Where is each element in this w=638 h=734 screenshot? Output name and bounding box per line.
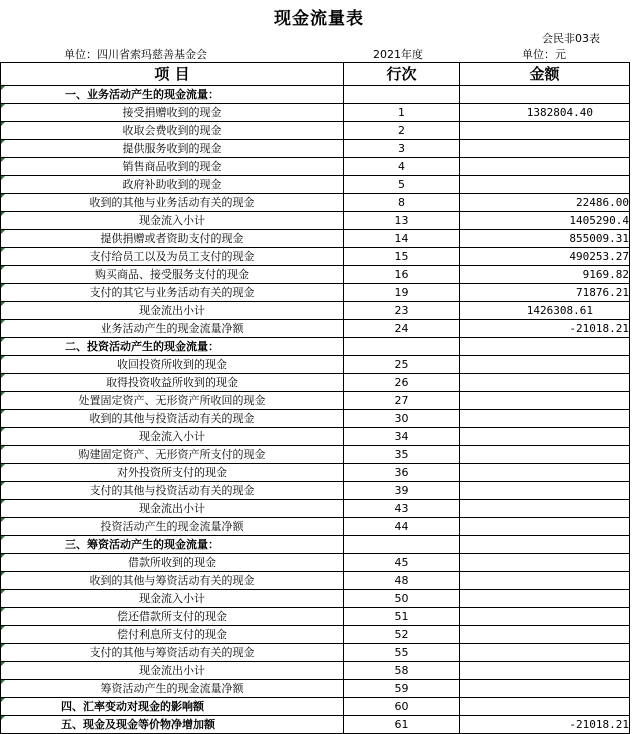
header-line-no[interactable]: 行次: [344, 63, 460, 86]
table-row: [1, 608, 630, 626]
row-line-no-cell[interactable]: 59: [344, 680, 460, 698]
report-year: 2021年度: [373, 48, 423, 61]
row-amount-cell[interactable]: -21018.21: [460, 320, 630, 338]
reporting-unit: 单位：四川省索玛慈善基金会: [64, 48, 207, 61]
row-item-cell[interactable]: 一、业务活动产生的现金流量：: [1, 86, 344, 104]
table-header-row: [1, 63, 630, 86]
row-item-cell[interactable]: 现金流出小计: [1, 500, 344, 518]
row-item-cell[interactable]: 三、筹资活动产生的现金流量：: [1, 536, 344, 554]
report-meta: [0, 46, 638, 62]
row-line-no-cell[interactable]: 44: [344, 518, 460, 536]
row-amount-cell[interactable]: 1382804.40: [460, 104, 630, 122]
row-item-cell[interactable]: 对外投资所支付的现金: [1, 464, 344, 482]
row-item-cell[interactable]: 收到的其他与业务活动有关的现金: [1, 194, 344, 212]
row-amount-cell[interactable]: 71876.21: [460, 284, 630, 302]
row-item-cell[interactable]: 四、汇率变动对现金的影响额: [1, 698, 344, 716]
row-item-cell[interactable]: 五、现金及现金等价物净增加额: [1, 716, 344, 734]
row-amount-cell[interactable]: [460, 428, 630, 446]
row-line-no-cell[interactable]: 23: [344, 302, 460, 320]
header-item[interactable]: 项 目: [1, 63, 344, 86]
row-item-cell[interactable]: 收取会费收到的现金: [1, 122, 344, 140]
row-line-no-cell[interactable]: 35: [344, 446, 460, 464]
table-row: [1, 392, 630, 410]
row-amount-cell[interactable]: [460, 626, 630, 644]
row-line-no-cell[interactable]: 58: [344, 662, 460, 680]
row-item-cell[interactable]: 现金流入小计: [1, 590, 344, 608]
table-row: [1, 644, 630, 662]
row-amount-cell[interactable]: [460, 644, 630, 662]
row-item-cell[interactable]: 投资活动产生的现金流量净额: [1, 518, 344, 536]
row-item-cell[interactable]: 二、投资活动产生的现金流量：: [1, 338, 344, 356]
row-item-cell[interactable]: 现金流入小计: [1, 212, 344, 230]
row-amount-cell[interactable]: [460, 392, 630, 410]
page-title: 现金流量表: [274, 9, 364, 29]
row-line-no-cell[interactable]: 27: [344, 392, 460, 410]
row-item-cell[interactable]: 偿还借款所支付的现金: [1, 608, 344, 626]
row-line-no-cell[interactable]: 1: [344, 104, 460, 122]
row-item-cell[interactable]: 支付给员工以及为员工支付的现金: [1, 248, 344, 266]
row-line-no-cell[interactable]: 3: [344, 140, 460, 158]
row-item-cell[interactable]: 购买商品、接受服务支付的现金: [1, 266, 344, 284]
table-row: [1, 374, 630, 392]
cash-flow-table: [0, 62, 630, 734]
table-row: [1, 410, 630, 428]
row-item-cell[interactable]: 现金流出小计: [1, 302, 344, 320]
table-row: [1, 428, 630, 446]
row-line-no-cell[interactable]: 52: [344, 626, 460, 644]
row-item-cell[interactable]: 政府补助收到的现金: [1, 176, 344, 194]
table-row: [1, 518, 630, 536]
row-amount-cell[interactable]: [460, 86, 630, 104]
row-item-cell[interactable]: 收回投资所收到的现金: [1, 356, 344, 374]
currency-unit: 单位：元: [522, 48, 566, 61]
row-line-no-cell[interactable]: 24: [344, 320, 460, 338]
table-row: [1, 716, 630, 734]
row-item-cell[interactable]: 收到的其他与投资活动有关的现金: [1, 410, 344, 428]
row-line-no-cell[interactable]: 26: [344, 374, 460, 392]
table-row: [1, 266, 630, 284]
table-row: [1, 626, 630, 644]
form-code: 会民非03表: [542, 32, 600, 45]
row-line-no-cell[interactable]: 8: [344, 194, 460, 212]
row-amount-cell[interactable]: [460, 338, 630, 356]
row-item-cell[interactable]: 提供捐赠或者资助支付的现金: [1, 230, 344, 248]
row-line-no-cell[interactable]: 2: [344, 122, 460, 140]
row-item-cell[interactable]: 现金流出小计: [1, 662, 344, 680]
row-item-cell[interactable]: 处置固定资产、无形资产所收回的现金: [1, 392, 344, 410]
table-row: [1, 104, 630, 122]
table-row: [1, 572, 630, 590]
row-line-no-cell[interactable]: 51: [344, 608, 460, 626]
table-row: [1, 554, 630, 572]
table-row: [1, 698, 630, 716]
row-amount-cell[interactable]: [460, 176, 630, 194]
row-line-no-cell[interactable]: 25: [344, 356, 460, 374]
row-amount-cell[interactable]: [460, 374, 630, 392]
row-item-cell[interactable]: 业务活动产生的现金流量净额: [1, 320, 344, 338]
table-row: [1, 338, 630, 356]
row-item-cell[interactable]: 购建固定资产、无形资产所支付的现金: [1, 446, 344, 464]
row-line-no-cell[interactable]: [344, 536, 460, 554]
table-row: [1, 86, 630, 104]
row-amount-cell[interactable]: 1405290.4: [460, 212, 630, 230]
row-amount-cell[interactable]: [460, 482, 630, 500]
row-line-no-cell[interactable]: 19: [344, 284, 460, 302]
row-item-cell[interactable]: 支付的其他与投资活动有关的现金: [1, 482, 344, 500]
row-item-cell[interactable]: 销售商品收到的现金: [1, 158, 344, 176]
row-amount-cell[interactable]: [460, 140, 630, 158]
row-amount-cell[interactable]: [460, 608, 630, 626]
table-row: [1, 194, 630, 212]
row-line-no-cell[interactable]: 36: [344, 464, 460, 482]
table-row: [1, 176, 630, 194]
row-item-cell[interactable]: 偿付利息所支付的现金: [1, 626, 344, 644]
row-item-cell[interactable]: 取得投资收益所收到的现金: [1, 374, 344, 392]
row-item-cell[interactable]: 接受捐赠收到的现金: [1, 104, 344, 122]
table-row: [1, 482, 630, 500]
row-line-no-cell[interactable]: 13: [344, 212, 460, 230]
row-amount-cell[interactable]: [460, 464, 630, 482]
row-line-no-cell[interactable]: 39: [344, 482, 460, 500]
row-amount-cell[interactable]: [460, 446, 630, 464]
row-line-no-cell[interactable]: 30: [344, 410, 460, 428]
row-line-no-cell[interactable]: 45: [344, 554, 460, 572]
row-amount-cell[interactable]: [460, 680, 630, 698]
row-amount-cell[interactable]: [460, 554, 630, 572]
row-item-cell[interactable]: 现金流入小计: [1, 428, 344, 446]
table-row: [1, 230, 630, 248]
row-line-no-cell[interactable]: 5: [344, 176, 460, 194]
row-amount-cell[interactable]: [460, 698, 630, 716]
table-row: [1, 320, 630, 338]
row-line-no-cell[interactable]: 14: [344, 230, 460, 248]
row-amount-cell[interactable]: 9169.82: [460, 266, 630, 284]
row-line-no-cell[interactable]: [344, 86, 460, 104]
row-item-cell[interactable]: 筹资活动产生的现金流量净额: [1, 680, 344, 698]
row-line-no-cell[interactable]: 60: [344, 698, 460, 716]
table-row: [1, 536, 630, 554]
row-amount-cell[interactable]: [460, 158, 630, 176]
row-line-no-cell[interactable]: [344, 338, 460, 356]
row-line-no-cell[interactable]: 50: [344, 590, 460, 608]
table-row: [1, 680, 630, 698]
table-row: [1, 212, 630, 230]
row-amount-cell[interactable]: -21018.21: [460, 716, 630, 734]
row-amount-cell[interactable]: [460, 356, 630, 374]
row-amount-cell[interactable]: [460, 500, 630, 518]
table-row: [1, 122, 630, 140]
row-line-no-cell[interactable]: 48: [344, 572, 460, 590]
row-amount-cell[interactable]: 855009.31: [460, 230, 630, 248]
header-amount[interactable]: 金额: [460, 63, 630, 86]
row-line-no-cell[interactable]: 34: [344, 428, 460, 446]
row-amount-cell[interactable]: [460, 122, 630, 140]
row-amount-cell[interactable]: [460, 536, 630, 554]
row-item-cell[interactable]: 提供服务收到的现金: [1, 140, 344, 158]
row-item-cell[interactable]: 支付的其它与业务活动有关的现金: [1, 284, 344, 302]
table-row: [1, 464, 630, 482]
table-row: [1, 140, 630, 158]
table-row: [1, 446, 630, 464]
table-row: [1, 302, 630, 320]
table-row: [1, 356, 630, 374]
row-item-cell[interactable]: 支付的其他与筹资活动有关的现金: [1, 644, 344, 662]
table-row: [1, 662, 630, 680]
row-line-no-cell[interactable]: 4: [344, 158, 460, 176]
row-line-no-cell[interactable]: 61: [344, 716, 460, 734]
table-row: [1, 500, 630, 518]
row-line-no-cell[interactable]: 55: [344, 644, 460, 662]
row-item-cell[interactable]: 收到的其他与筹资活动有关的现金: [1, 572, 344, 590]
row-amount-cell[interactable]: [460, 410, 630, 428]
row-amount-cell[interactable]: 22486.00: [460, 194, 630, 212]
table-row: [1, 284, 630, 302]
row-amount-cell[interactable]: [460, 662, 630, 680]
row-line-no-cell[interactable]: 43: [344, 500, 460, 518]
table-row: [1, 158, 630, 176]
row-line-no-cell[interactable]: 16: [344, 266, 460, 284]
row-amount-cell[interactable]: [460, 590, 630, 608]
row-line-no-cell[interactable]: 15: [344, 248, 460, 266]
row-amount-cell[interactable]: [460, 572, 630, 590]
table-row: [1, 590, 630, 608]
row-amount-cell[interactable]: [460, 518, 630, 536]
row-amount-cell[interactable]: 1426308.61: [460, 302, 630, 320]
table-row: [1, 248, 630, 266]
row-item-cell[interactable]: 借款所收到的现金: [1, 554, 344, 572]
row-amount-cell[interactable]: 490253.27: [460, 248, 630, 266]
